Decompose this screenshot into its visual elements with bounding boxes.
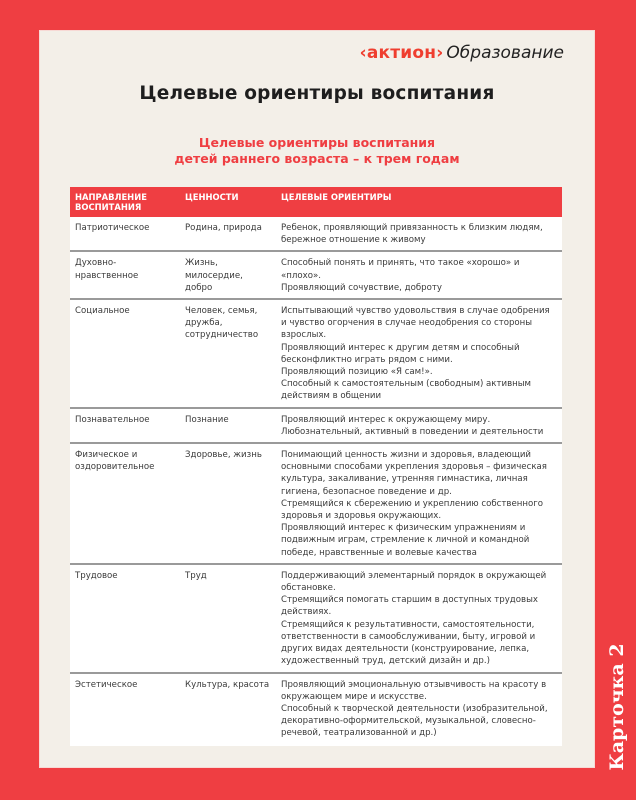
- target-item: Способный к творческой деятельности (изобразительной, декоративно-оформительской, музыкальной, словесно-речевой, театрализованной и др.): [281, 703, 548, 739]
- target-item: Стремящийся к результативности, самостоятельности, ответственности в самообслуживании, быту, игровой и других видах деятельности (конструирование, лепка, художественный труд, детский дизайн и др.): [281, 619, 536, 667]
- targets-table: [70, 187, 562, 746]
- card: [40, 31, 594, 767]
- cell-values: Познание: [180, 408, 276, 443]
- target-item: Проявляющий интерес к другим детям и способный бесконфликтно играть рядом с ними.: [281, 342, 520, 365]
- section-subtitle: [40, 135, 594, 167]
- cell-targets: [276, 564, 562, 673]
- cell-direction: Патриотическое: [70, 217, 180, 251]
- table-row: [70, 673, 562, 746]
- card-number-label: [600, 632, 634, 782]
- target-item: Проявляющий сочувствие, доброту: [281, 282, 442, 293]
- header-values: ЦЕННОСТИ: [180, 187, 276, 217]
- table-row: [70, 564, 562, 673]
- target-item: Проявляющий позицию «Я сам!».: [281, 367, 433, 378]
- cell-direction: Познавательное: [70, 408, 180, 443]
- cell-targets: [276, 408, 562, 443]
- target-item: Поддерживающий элементарный порядок в окружающей обстановке.: [281, 570, 547, 594]
- cell-direction: Трудовое: [70, 564, 180, 673]
- card-number-text: Карточка 2: [606, 643, 628, 771]
- cell-targets: [276, 217, 562, 251]
- cell-direction: Эстетическое: [75, 679, 138, 690]
- target-item: Способный к самостоятельным (свободным) активным действиям в общении: [281, 379, 532, 402]
- target-item: Ребенок, проявляющий привязанность к близким людям, бережное отношение к живому: [281, 223, 543, 246]
- table-row: [70, 408, 562, 443]
- cell-values: Родина, природа: [180, 217, 276, 251]
- cell-values: Труд: [180, 564, 276, 673]
- cell-targets: [276, 443, 562, 564]
- target-item: Проявляющий интерес к физическим упражнениям и подвижным играм, стремление к личной и командной победе, нравственные и волевые качества: [281, 523, 530, 558]
- cell-direction: Физическое и оздоровительное: [70, 443, 180, 564]
- cell-direction: Духовно-нравственное: [70, 251, 180, 299]
- cell-values: Жизнь, милосердие, добро: [180, 251, 276, 299]
- cell-values: Культура, красота: [185, 679, 270, 690]
- target-item: Способный понять и принять, что такое «хорошо» и «плохо».: [281, 258, 520, 281]
- cell-direction: Социальное: [70, 299, 180, 408]
- targets-table-wrapper: [70, 187, 562, 746]
- target-item: Понимающий ценность жизни и здоровья, владеющий основными способами укрепления здоровья – физическая культура, закаливание, утренняя гимнастика, личная гигиена, безопасное поведение и др.: [281, 450, 547, 497]
- cell-targets: [276, 299, 562, 408]
- cell-targets: [276, 251, 562, 299]
- cell-values: Человек, семья, дружба, сотрудничество: [180, 299, 276, 408]
- table-row: [70, 299, 562, 408]
- page-title: Целевые ориентиры воспитания: [139, 83, 495, 104]
- target-item: Проявляющий интерес к окружающему миру. Любознательный, активный в поведении и деятельности: [281, 414, 544, 437]
- table-row: [70, 217, 562, 251]
- cell-values: Здоровье, жизнь: [180, 443, 276, 564]
- target-item: Стремящийся к сбережению и укреплению собственного здоровья и здоровья окружающих.: [281, 498, 544, 522]
- table-row: [70, 443, 562, 564]
- table-row: [70, 251, 562, 299]
- target-item: Проявляющий эмоциональную отзывчивость на красоту в окружающем мире и искусстве.: [281, 679, 547, 702]
- header-targets: ЦЕЛЕВЫЕ ОРИЕНТИРЫ: [276, 187, 562, 217]
- table-header-row: [70, 187, 562, 217]
- target-item: Испытывающий чувство удовольствия в случае одобрения и чувство огорчения в случае неодобрения со стороны взрослых.: [281, 306, 550, 341]
- target-item: Стремящийся помогать старшим в доступных трудовых действиях.: [281, 595, 538, 618]
- table-body: [70, 217, 562, 746]
- cell-targets: [276, 673, 562, 746]
- header-direction: НАПРАВЛЕНИЕ ВОСПИТАНИЯ: [70, 187, 180, 217]
- logo: [360, 43, 564, 63]
- logo-subtitle: Образование: [446, 43, 564, 63]
- subtitle-line-2: детей раннего возраста – к трем годам: [174, 151, 460, 166]
- logo-brand: ‹актион›: [359, 43, 444, 63]
- subtitle-line-1: Целевые ориентиры воспитания: [198, 135, 436, 150]
